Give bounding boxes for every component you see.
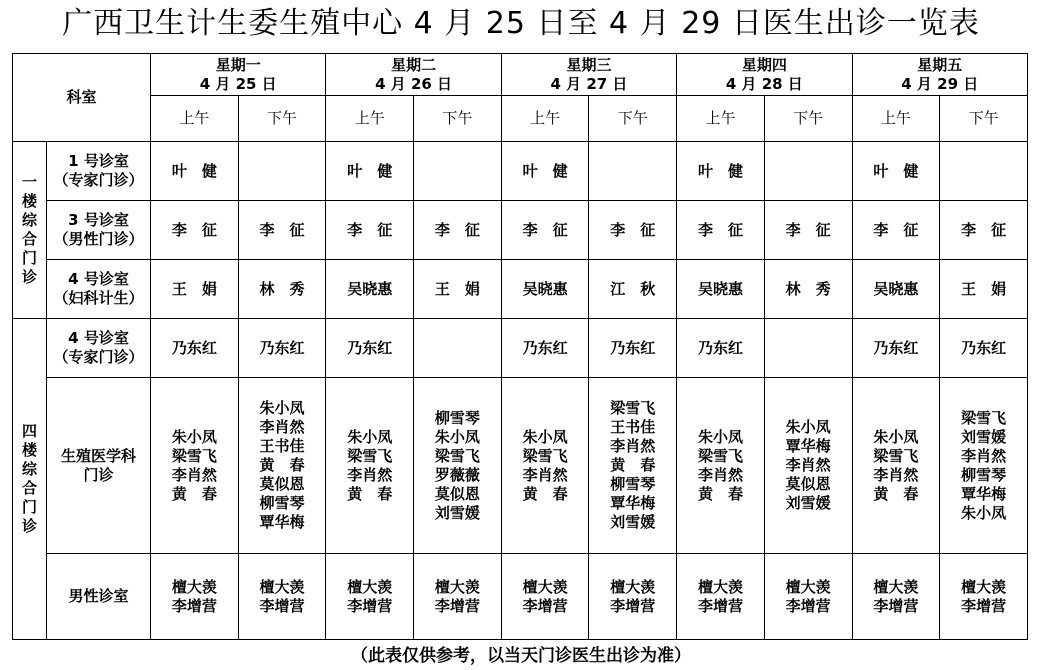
schedule-cell	[326, 201, 414, 260]
doctor-name: 梁雪飞	[522, 446, 568, 465]
doctor-list	[260, 399, 305, 532]
doctor-name: 王 娟	[171, 279, 217, 298]
doctor-name: 朱小凤	[873, 427, 919, 446]
schedule-cell	[501, 378, 589, 554]
schedule-cell	[589, 260, 677, 319]
doctor-list	[698, 221, 743, 240]
doctor-list	[873, 221, 918, 240]
day-date: 4 月 26 日	[375, 74, 453, 93]
room-label-line: 4 号诊室	[68, 270, 129, 288]
doctor-list	[260, 339, 305, 358]
table-row	[13, 142, 1028, 201]
schedule-table	[12, 53, 1028, 640]
day-name: 星期二	[391, 55, 437, 74]
doctor-name: 朱小凤	[697, 427, 743, 446]
day-name: 星期三	[566, 55, 612, 74]
doctor-name: 李增营	[171, 596, 217, 615]
room-label-line: 门诊	[83, 465, 114, 484]
schedule-cell	[940, 142, 1028, 201]
doctor-name: 吴晓惠	[347, 279, 393, 298]
schedule-cell	[414, 554, 502, 640]
doctor-name: 朱小凤	[171, 427, 217, 446]
room-label	[47, 260, 151, 319]
room-label-line: （专家门诊）	[53, 171, 144, 189]
doctor-name: 莫似恩	[785, 475, 831, 493]
doctor-name: 乃东红	[171, 338, 217, 357]
doctor-name: 吴晓惠	[522, 279, 568, 298]
schedule-cell	[589, 378, 677, 554]
doctor-list	[873, 280, 918, 299]
room-label	[47, 319, 151, 378]
schedule-cell	[501, 260, 589, 319]
doctor-name: 柳雪琴	[259, 494, 305, 512]
day-name: 星期四	[741, 55, 787, 74]
doctor-list	[435, 578, 480, 616]
doctor-list	[172, 162, 217, 181]
doctor-name: 李 征	[347, 220, 393, 239]
doctor-name: 李肖然	[259, 418, 305, 436]
room-label-line: 1 号诊室	[68, 152, 129, 170]
doctor-name: 李增营	[961, 596, 1007, 615]
floor-label-text: 四楼综合门诊	[21, 422, 37, 535]
table-body	[13, 142, 1028, 640]
doctor-list	[698, 280, 743, 299]
schedule-cell	[414, 260, 502, 319]
doctor-list	[786, 221, 831, 240]
doctor-name: 叶 健	[171, 161, 217, 180]
doctor-list	[698, 162, 743, 181]
schedule-cell	[852, 554, 940, 640]
doctor-name: 林 秀	[785, 279, 831, 298]
doctor-name: 叶 健	[522, 161, 568, 180]
schedule-cell	[852, 378, 940, 554]
pm-header: 下午	[940, 96, 1028, 142]
doctor-name: 乃东红	[873, 338, 919, 357]
dept-header-label: 科室	[66, 88, 97, 106]
am-header: 上午	[852, 96, 940, 142]
doctor-name: 李 征	[961, 220, 1007, 239]
schedule-cell	[852, 201, 940, 260]
doctor-name: 覃华梅	[259, 513, 305, 531]
schedule-cell	[238, 319, 326, 378]
doctor-name: 朱小凤	[961, 503, 1007, 522]
doctor-name: 刘雪媛	[610, 513, 656, 531]
day-header	[852, 54, 1027, 96]
doctor-name: 乃东红	[259, 338, 305, 357]
doctor-name: 梁雪飞	[171, 446, 217, 465]
doctor-list	[961, 339, 1006, 358]
doctor-list	[347, 578, 392, 616]
floor-label	[13, 142, 47, 319]
schedule-cell	[151, 260, 239, 319]
schedule-cell	[414, 142, 502, 201]
doctor-list	[961, 578, 1006, 616]
schedule-cell	[677, 319, 765, 378]
doctor-list	[260, 221, 305, 240]
doctor-name: 梁雪飞	[434, 446, 480, 465]
schedule-cell	[589, 201, 677, 260]
doctor-list	[698, 339, 743, 358]
doctor-list	[347, 428, 392, 504]
doctor-list	[873, 428, 918, 504]
doctor-list	[523, 578, 568, 616]
doctor-name: 黄 春	[697, 484, 743, 503]
schedule-cell	[238, 554, 326, 640]
day-header	[326, 54, 501, 96]
pm-header: 下午	[764, 96, 852, 142]
room-label	[47, 554, 151, 640]
dept-header-cell	[13, 54, 151, 142]
room-label	[47, 201, 151, 260]
am-header: 上午	[677, 96, 765, 142]
doctor-name: 刘雪媛	[961, 427, 1007, 446]
pm-header: 下午	[238, 96, 326, 142]
doctor-name: 乃东红	[522, 338, 568, 357]
doctor-name: 吴晓惠	[697, 279, 743, 298]
doctor-name: 李肖然	[522, 465, 568, 484]
doctor-name: 李肖然	[347, 465, 393, 484]
doctor-list	[961, 221, 1006, 240]
am-header: 上午	[151, 96, 239, 142]
doctor-name: 檀大羡	[171, 577, 217, 596]
schedule-cell	[151, 378, 239, 554]
doctor-name: 檀大羡	[347, 577, 393, 596]
doctor-name: 黄 春	[259, 456, 305, 474]
doctor-list	[610, 399, 655, 532]
doctor-name: 莫似恩	[434, 484, 480, 503]
doctor-name: 王书佳	[259, 437, 305, 455]
doctor-name: 叶 健	[697, 161, 743, 180]
schedule-cell	[940, 554, 1028, 640]
doctor-name: 乃东红	[697, 338, 743, 357]
doctor-name: 乃东红	[610, 338, 656, 357]
schedule-cell	[501, 201, 589, 260]
table-row	[13, 319, 1028, 378]
doctor-name: 李 征	[697, 220, 743, 239]
doctor-list	[260, 578, 305, 616]
am-header: 上午	[326, 96, 414, 142]
doctor-name: 王 娟	[961, 279, 1007, 298]
table-row	[13, 260, 1028, 319]
doctor-name: 梁雪飞	[610, 399, 656, 417]
schedule-cell	[940, 201, 1028, 260]
doctor-name: 黄 春	[347, 484, 393, 503]
schedule-cell	[940, 260, 1028, 319]
room-label-line: 生殖医学科	[61, 446, 137, 465]
doctor-name: 檀大羡	[961, 577, 1007, 596]
room-label	[47, 378, 151, 554]
doctor-name: 梁雪飞	[347, 446, 393, 465]
doctor-list	[347, 162, 392, 181]
schedule-cell	[326, 319, 414, 378]
doctor-name: 乃东红	[347, 338, 393, 357]
doctor-name: 梁雪飞	[961, 408, 1007, 427]
schedule-cell	[501, 319, 589, 378]
doctor-name: 李 征	[522, 220, 568, 239]
schedule-cell	[677, 378, 765, 554]
doctor-name: 朱小凤	[434, 427, 480, 446]
room-label-line: 3 号诊室	[68, 211, 129, 229]
day-name: 星期五	[917, 55, 963, 74]
doctor-name: 檀大羡	[697, 577, 743, 596]
schedule-cell	[238, 201, 326, 260]
doctor-list	[873, 162, 918, 181]
doctor-name: 檀大羡	[610, 577, 656, 596]
schedule-cell	[940, 319, 1028, 378]
schedule-cell	[151, 142, 239, 201]
doctor-name: 李增营	[873, 596, 919, 615]
day-header	[501, 54, 676, 96]
doctor-name: 李 征	[434, 220, 480, 239]
schedule-cell	[501, 142, 589, 201]
doctor-name: 王书佳	[610, 418, 656, 436]
doctor-list	[786, 280, 831, 299]
schedule-cell	[414, 319, 502, 378]
schedule-cell	[238, 378, 326, 554]
doctor-name: 叶 健	[873, 161, 919, 180]
doctor-name: 李 征	[610, 220, 656, 239]
doctor-list	[523, 162, 568, 181]
doctor-name: 檀大羡	[785, 577, 831, 596]
schedule-cell	[852, 142, 940, 201]
day-header	[677, 54, 852, 96]
doctor-name: 檀大羡	[873, 577, 919, 596]
day-date: 4 月 25 日	[199, 74, 277, 93]
doctor-list	[523, 428, 568, 504]
doctor-list	[435, 280, 480, 299]
doctor-name: 李 征	[785, 220, 831, 239]
doctor-name: 李增营	[434, 596, 480, 615]
doctor-name: 朱小凤	[259, 399, 305, 417]
doctor-name: 柳雪琴	[434, 408, 480, 427]
floor-label-text: 一楼综合门诊	[21, 173, 37, 286]
doctor-name: 江 秋	[610, 279, 656, 298]
table-row	[13, 378, 1028, 554]
day-date: 4 月 28 日	[725, 74, 803, 93]
schedule-cell	[151, 201, 239, 260]
pm-header: 下午	[414, 96, 502, 142]
doctor-name: 李肖然	[785, 456, 831, 474]
schedule-cell	[414, 201, 502, 260]
doctor-name: 刘雪媛	[785, 494, 831, 512]
doctor-list	[610, 339, 655, 358]
doctor-name: 黄 春	[522, 484, 568, 503]
doctor-list	[172, 221, 217, 240]
doctor-list	[172, 339, 217, 358]
doctor-name: 黄 春	[873, 484, 919, 503]
doctor-list	[698, 428, 743, 504]
day-header	[151, 54, 326, 96]
doctor-name: 柳雪琴	[610, 475, 656, 493]
doctor-list	[435, 409, 480, 523]
schedule-cell	[326, 554, 414, 640]
doctor-name: 李 征	[259, 220, 305, 239]
doctor-list	[610, 578, 655, 616]
doctor-name: 梁雪飞	[697, 446, 743, 465]
doctor-name: 吴晓惠	[873, 279, 919, 298]
room-label-line: 男性诊室	[68, 587, 129, 605]
doctor-name: 林 秀	[259, 279, 305, 298]
doctor-list	[961, 409, 1006, 523]
doctor-name: 莫似恩	[259, 475, 305, 493]
schedule-cell	[764, 378, 852, 554]
doctor-name: 覃华梅	[785, 437, 831, 455]
doctor-name: 李增营	[610, 596, 656, 615]
floor-label	[13, 319, 47, 640]
doctor-name: 李增营	[522, 596, 568, 615]
table-row	[13, 554, 1028, 640]
day-date: 4 月 29 日	[901, 74, 979, 93]
doctor-list	[347, 280, 392, 299]
doctor-list	[347, 221, 392, 240]
am-header: 上午	[501, 96, 589, 142]
schedule-cell	[764, 201, 852, 260]
schedule-cell	[940, 378, 1028, 554]
doctor-list	[435, 221, 480, 240]
doctor-name: 乃东红	[961, 338, 1007, 357]
schedule-cell	[238, 260, 326, 319]
doctor-name: 覃华梅	[610, 494, 656, 512]
doctor-name: 檀大羡	[259, 577, 305, 596]
doctor-list	[610, 221, 655, 240]
doctor-name: 朱小凤	[522, 427, 568, 446]
doctor-list	[786, 418, 831, 513]
doctor-name: 王 娟	[434, 279, 480, 298]
doctor-name: 柳雪琴	[961, 465, 1007, 484]
doctor-name: 李肖然	[697, 465, 743, 484]
schedule-cell	[764, 142, 852, 201]
schedule-cell	[589, 554, 677, 640]
schedule-cell	[151, 554, 239, 640]
schedule-cell	[764, 554, 852, 640]
room-label-line: 4 号诊室	[68, 329, 129, 347]
doctor-list	[523, 280, 568, 299]
schedule-cell	[764, 260, 852, 319]
schedule-cell	[677, 142, 765, 201]
table-header	[13, 54, 1028, 142]
doctor-list	[786, 578, 831, 616]
doctor-list	[523, 339, 568, 358]
page-title: 广西卫生计生委生殖中心 4 月 25 日至 4 月 29 日医生出诊一览表	[62, 6, 980, 41]
schedule-cell	[852, 260, 940, 319]
doctor-name: 李增营	[785, 596, 831, 615]
doctor-name: 李增营	[697, 596, 743, 615]
doctor-name: 李 征	[873, 220, 919, 239]
doctor-name: 叶 健	[347, 161, 393, 180]
doctor-name: 朱小凤	[785, 418, 831, 436]
doctor-name: 檀大羡	[434, 577, 480, 596]
schedule-cell	[326, 378, 414, 554]
doctor-name: 刘雪媛	[434, 503, 480, 522]
doctor-name: 檀大羡	[522, 577, 568, 596]
day-name: 星期一	[215, 55, 261, 74]
schedule-cell	[326, 260, 414, 319]
schedule-cell	[589, 319, 677, 378]
doctor-list	[260, 280, 305, 299]
doctor-list	[172, 578, 217, 616]
room-label	[47, 142, 151, 201]
doctor-name: 黄 春	[171, 484, 217, 503]
schedule-cell	[238, 142, 326, 201]
day-date: 4 月 27 日	[550, 74, 628, 93]
room-label-line: （专家门诊）	[53, 348, 144, 366]
schedule-cell	[764, 319, 852, 378]
footer-note: （此表仅供参考，以当天门诊医生出诊为准）	[351, 646, 691, 666]
doctor-name: 李肖然	[961, 446, 1007, 465]
schedule-cell	[677, 201, 765, 260]
doctor-list	[698, 578, 743, 616]
doctor-name: 李增营	[259, 596, 305, 615]
schedule-cell	[501, 554, 589, 640]
schedule-cell	[677, 554, 765, 640]
doctor-name: 朱小凤	[347, 427, 393, 446]
doctor-name: 李肖然	[171, 465, 217, 484]
doctor-list	[873, 578, 918, 616]
room-label-line: （妇科计生）	[53, 289, 144, 307]
doctor-name: 罗薇薇	[434, 465, 480, 484]
schedule-cell	[414, 378, 502, 554]
schedule-cell	[852, 319, 940, 378]
doctor-name: 李肖然	[873, 465, 919, 484]
doctor-name: 李增营	[347, 596, 393, 615]
doctor-list	[873, 339, 918, 358]
doctor-name: 覃华梅	[961, 484, 1007, 503]
doctor-list	[347, 339, 392, 358]
schedule-cell	[151, 319, 239, 378]
doctor-name: 李肖然	[610, 437, 656, 455]
doctor-name: 黄 春	[610, 456, 656, 474]
doctor-list	[523, 221, 568, 240]
doctor-list	[172, 280, 217, 299]
schedule-cell	[677, 260, 765, 319]
doctor-list	[610, 280, 655, 299]
doctor-list	[961, 280, 1006, 299]
doctor-name: 梁雪飞	[873, 446, 919, 465]
schedule-cell	[589, 142, 677, 201]
schedule-cell	[326, 142, 414, 201]
pm-header: 下午	[589, 96, 677, 142]
table-row	[13, 201, 1028, 260]
room-label-line: （男性门诊）	[53, 230, 144, 248]
doctor-name: 李 征	[171, 220, 217, 239]
doctor-list	[172, 428, 217, 504]
